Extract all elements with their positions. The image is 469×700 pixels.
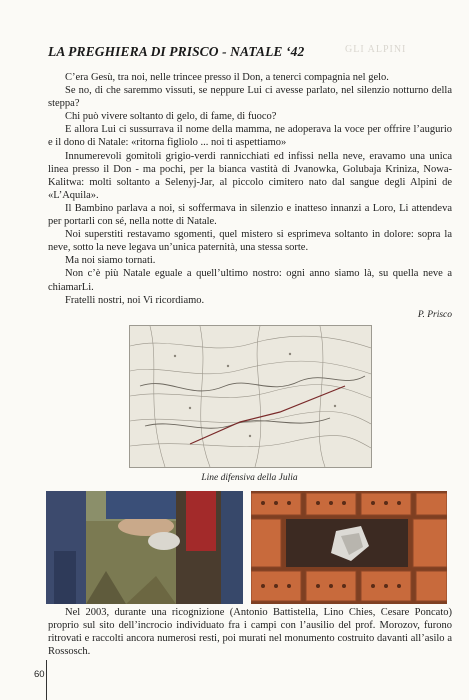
bottom-text	[48, 606, 452, 658]
paragraph: E allora Lui ci sussurrava il nome della mamma, ne adoperava la voce per offrire l’augurio e il dono di Natale: «ritorna figliolo ... noi ti aspettiamo»	[48, 124, 452, 149]
paragraph: Noi superstiti restavamo sgomenti, quel mistero si esprimeva soltanto in dolore: sopra la neve, sotto la neve legava un’unica paternità, una stessa sorte.	[48, 229, 452, 254]
photo-brick-monument	[251, 491, 447, 604]
author-signature: P. Prisco	[417, 310, 452, 320]
paragraph: Chi può vivere soltanto di gelo, di fame, di fuoco?	[65, 111, 277, 123]
field-photo-illustration	[46, 491, 243, 604]
paragraph: Innumerevoli gomitoli grigio-verdi rannicchiati ed infissi nella neve, eravamo una unica linea presso il Don - ma pochi, per la bianca vastità di Jvanowka, Golubaja Kriniza, Nowa-Kalitwa: molti soltanto a Selenyj-Jar, al piccolo cimitero nato dal sangue degli Alpini de «L’Aquila».	[48, 150, 452, 201]
paragraph: Il Bambino parlava a noi, si soffermava in silenzio e inatteso innanzi a Loro, Li attendeva per portarli con sé, nella notte di Natale.	[48, 202, 452, 228]
paragraph: Nel 2003, durante una ricognizione (Antonio Battistella, Lino Chies, Cesare Poncato) proprio sul sito dell’incrocio individuato fra i campi con l’ausilio del prof. Morozov, furono ritrovati e raccolti ancora numerosi resti, poi murati nel monumento costruito davanti all’asilo a Rossosch.	[48, 607, 452, 657]
page-number: 60	[34, 669, 45, 680]
photo-field-search	[46, 491, 243, 604]
paragraph: Non c’è più Natale eguale a quell’ultimo nostro: ogni anno siamo là, su quella neve a chiamarLi.	[48, 268, 452, 293]
map-caption: Line difensiva della Julia	[201, 473, 298, 483]
page-title: LA PREGHIERA DI PRISCO - NATALE ‘42	[48, 44, 305, 59]
prayer-text	[48, 71, 452, 307]
brick-photo-illustration	[251, 491, 447, 604]
paragraph: Se no, di che saremmo vissuti, se neppure Lui ci avesse parlato, nel silenzio notturno della steppa?	[48, 85, 452, 110]
paragraph: Ma noi siamo tornati.	[65, 255, 156, 267]
map-illustration	[130, 326, 371, 467]
paragraph: Fratelli nostri, noi Vi ricordiamo.	[65, 294, 205, 306]
faded-bleedthrough-heading: GLI ALPINI	[345, 44, 407, 55]
paragraph: C’era Gesù, tra noi, nelle trincee presso il Don, a tenerci compagnia nel gelo.	[65, 72, 389, 83]
topographic-map	[129, 325, 372, 468]
page-number-rule	[46, 660, 47, 700]
